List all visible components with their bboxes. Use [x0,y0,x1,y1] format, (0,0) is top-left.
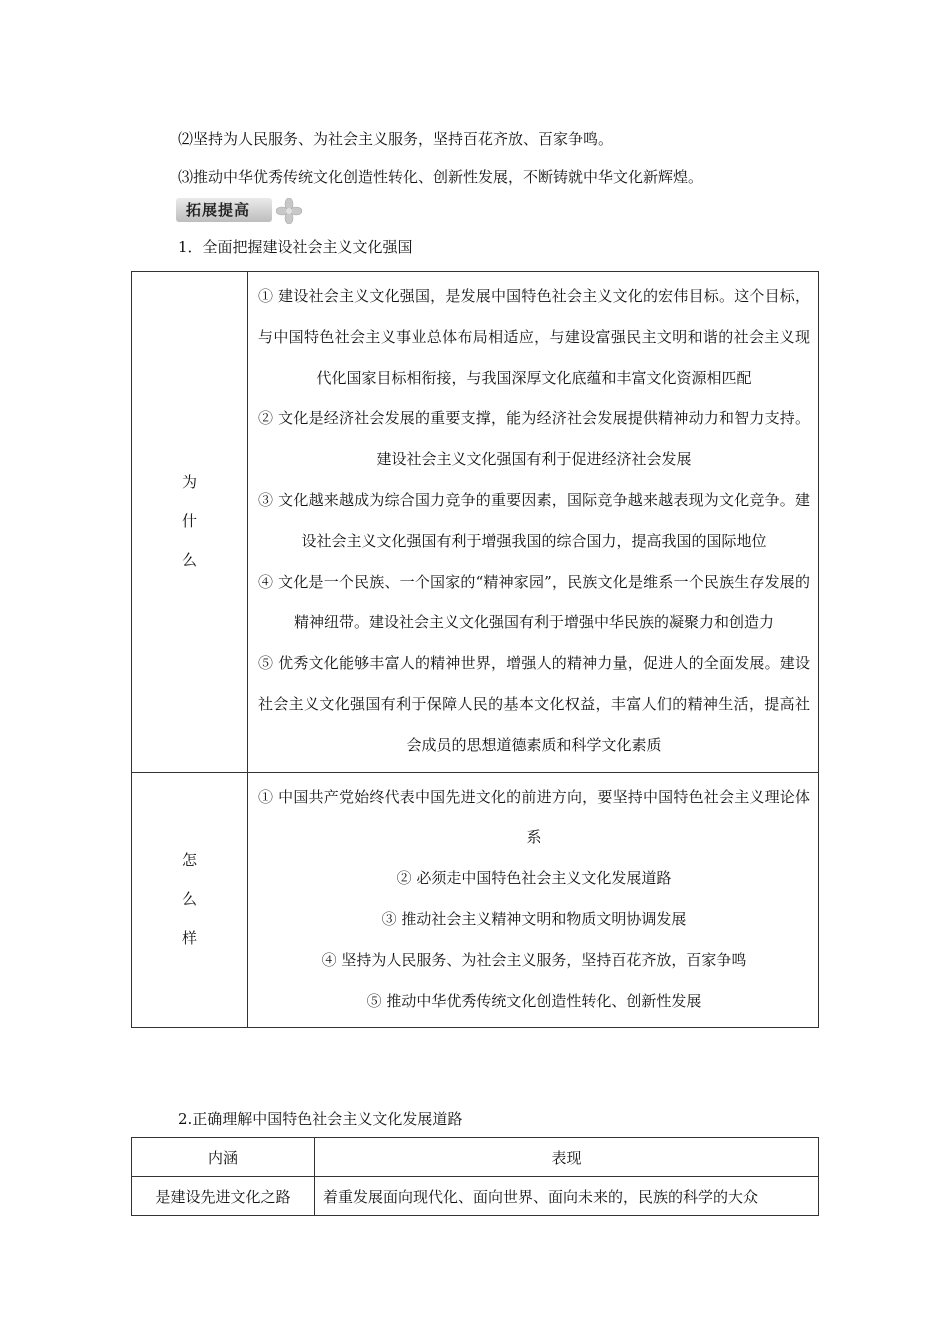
how-item: ③ 推动社会主义精神文明和物质文明协调发展 [381,909,687,928]
how-label-char: 么 [181,890,197,909]
paragraph-3: ⑶推动中华优秀传统文化创造性转化、创新性发展，不断铸就中华文化新辉煌。 [178,168,704,186]
flower-icon [276,198,302,224]
row-manifestation-cell: 着重发展面向现代化、面向世界、面向未来的，民族的科学的大众 [315,1177,819,1216]
row-connotation-cell: 是建设先进文化之路 [132,1177,315,1216]
why-label-char: 什 [181,512,197,531]
why-item: ① 建设社会主义文化强国，是发展中国特色社会主义文化的宏伟目标。这个目标，与中国特色社会主义事业总体布局相适应，与建设富强民主文明和谐的社会主义现代化国家目标相衔接，与我国深厚文化底蕴和丰富文化资源相匹配 [258,287,810,387]
how-label-char: 样 [181,929,197,948]
header-manifestation: 表现 [315,1138,819,1177]
table-row-why [132,272,819,773]
header-connotation: 内涵 [132,1138,315,1177]
culture-power-table [131,271,819,1028]
how-item: ④ 坚持为人民服务、为社会主义服务，坚持百花齐放，百家争鸣 [321,950,747,969]
how-label-char: 怎 [181,851,197,870]
how-item: ② 必须走中国特色社会主义文化发展道路 [396,869,672,888]
how-content-cell [248,772,819,1028]
paragraph-2: ⑵坚持为人民服务、为社会主义服务，坚持百花齐放、百家争鸣。 [178,130,614,148]
how-label-cell [132,772,248,1028]
why-label-char: 为 [181,473,197,492]
heading-1: 1．全面把握建设社会主义文化强国 [178,238,413,256]
why-item: ④ 文化是一个民族、一个国家的“精神家园”，民族文化是维系一个民族生存发展的精神纽带。建设社会主义文化强国有利于增强中华民族的凝聚力和创造力 [258,572,810,632]
how-item: ① 中国共产党始终代表中国先进文化的前进方向，要坚持中国特色社会主义理论体系 [258,787,810,847]
why-label-cell [132,272,248,773]
section-badge: 拓展提高 [176,198,272,222]
table-row [132,1177,819,1216]
why-content-cell [248,272,819,773]
heading-2: 2.正确理解中国特色社会主义文化发展道路 [178,1110,463,1128]
how-item: ⑤ 推动中华优秀传统文化创造性转化、创新性发展 [366,991,702,1010]
why-item: ② 文化是经济社会发展的重要支撑，能为经济社会发展提供精神动力和智力支持。建设社会主义文化强国有利于促进经济社会发展 [258,409,810,469]
why-label-char: 么 [181,551,197,570]
why-item: ③ 文化越来越成为综合国力竞争的重要因素，国际竞争越来越表现为文化竞争。建设社会主义文化强国有利于增强我国的综合国力，提高我国的国际地位 [258,490,810,550]
development-road-table [131,1137,819,1216]
table-row-how [132,772,819,1028]
table-header-row [132,1138,819,1177]
why-item: ⑤ 优秀文化能够丰富人的精神世界，增强人的精神力量，促进人的全面发展。建设社会主义文化强国有利于保障人民的基本文化权益，丰富人们的精神生活，提高社会成员的思想道德素质和科学文化素质 [258,654,810,754]
